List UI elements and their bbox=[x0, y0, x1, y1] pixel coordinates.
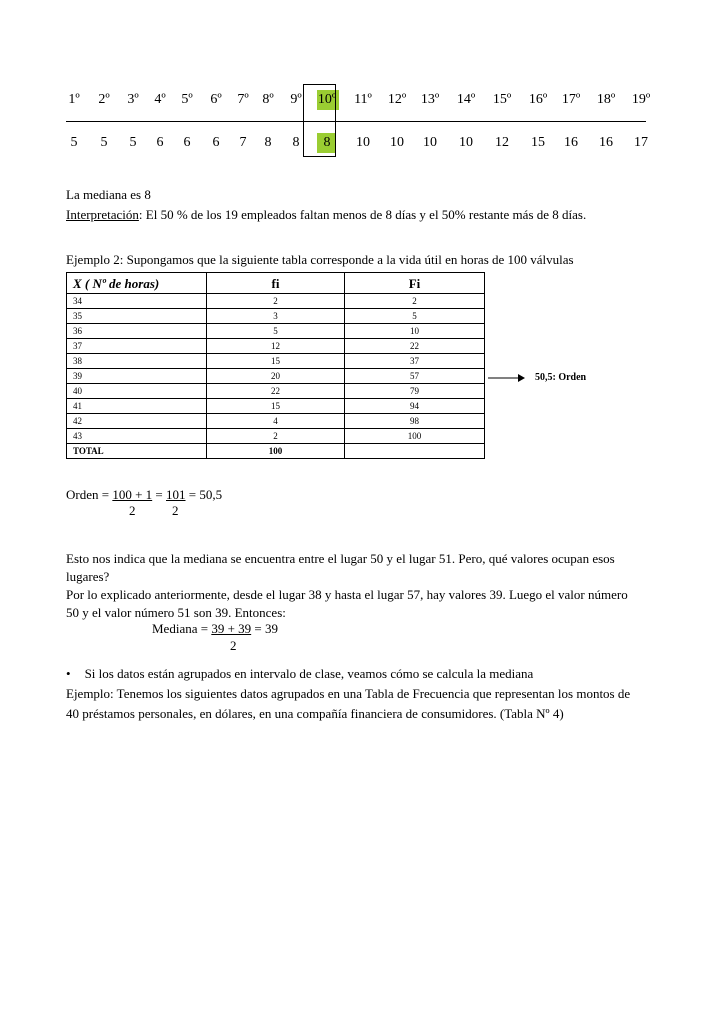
position-value: 8 bbox=[323, 135, 331, 150]
example-3-line-1: Ejemplo: Tenemos los siguientes datos agrupados en una Tabla de Frecuencia que representan los montos de bbox=[66, 686, 631, 701]
table-body bbox=[67, 294, 485, 444]
row-Fi: 79 bbox=[345, 384, 485, 399]
position-label: 10º bbox=[317, 92, 337, 107]
mediana-formula: Mediana = 39 + 39 = 39 bbox=[152, 621, 278, 636]
row-x: 39 bbox=[67, 369, 207, 384]
total-label: TOTAL bbox=[67, 444, 207, 459]
table-header-row bbox=[67, 273, 485, 294]
position-label: 2º bbox=[98, 92, 110, 107]
row-fi: 3 bbox=[207, 309, 345, 324]
table-row bbox=[67, 384, 485, 399]
row-fi: 2 bbox=[207, 294, 345, 309]
total-empty bbox=[345, 444, 485, 459]
position-value: 5 bbox=[129, 135, 137, 150]
row-fi: 2 bbox=[207, 429, 345, 444]
orden-num2: 101 bbox=[166, 487, 186, 502]
hours-frequency-table bbox=[66, 272, 485, 459]
position-label: 12º bbox=[387, 92, 407, 107]
orden-den1: 2 bbox=[129, 503, 136, 518]
row-Fi: 100 bbox=[345, 429, 485, 444]
median-box-top bbox=[303, 84, 336, 85]
position-label: 15º bbox=[492, 92, 512, 107]
col-Fi-header: Fi bbox=[345, 273, 485, 294]
explanation-line-3: Por lo explicado anteriormente, desde el lugar 38 y hasta el lugar 57, hay valores 39. Luego el valor número bbox=[66, 587, 628, 602]
col-fi-header: fi bbox=[207, 273, 345, 294]
row-x: 40 bbox=[67, 384, 207, 399]
position-value: 10 bbox=[423, 135, 437, 150]
row-fi: 15 bbox=[207, 354, 345, 369]
position-value: 12 bbox=[495, 135, 509, 150]
row-Fi: 10 bbox=[345, 324, 485, 339]
arrow-icon bbox=[488, 372, 526, 384]
position-label: 3º bbox=[127, 92, 139, 107]
position-label: 6º bbox=[210, 92, 222, 107]
position-value: 5 bbox=[100, 135, 108, 150]
position-label: 14º bbox=[456, 92, 476, 107]
table-row bbox=[67, 354, 485, 369]
median-statement: La mediana es 8 bbox=[66, 187, 151, 202]
position-value: 15 bbox=[531, 135, 545, 150]
row-x: 35 bbox=[67, 309, 207, 324]
row-Fi: 22 bbox=[345, 339, 485, 354]
row-Fi: 37 bbox=[345, 354, 485, 369]
row-x: 42 bbox=[67, 414, 207, 429]
position-label: 17º bbox=[561, 92, 581, 107]
position-value: 6 bbox=[183, 135, 191, 150]
position-label: 11º bbox=[354, 92, 372, 107]
interpretation-text: : El 50 % de los 19 empleados faltan menos de 8 días y el 50% restante más de 8 días. bbox=[138, 207, 587, 222]
row-x: 43 bbox=[67, 429, 207, 444]
row-fi: 22 bbox=[207, 384, 345, 399]
position-value: 7 bbox=[239, 135, 247, 150]
position-label: 18º bbox=[596, 92, 616, 107]
mediana-num: 39 + 39 bbox=[211, 621, 252, 636]
position-value: 10 bbox=[356, 135, 370, 150]
row-fi: 15 bbox=[207, 399, 345, 414]
table-row bbox=[67, 309, 485, 324]
table-row bbox=[67, 399, 485, 414]
arrow-label: 50,5: Orden bbox=[535, 372, 587, 383]
row-Fi: 57 bbox=[345, 369, 485, 384]
bullet-item bbox=[66, 664, 533, 684]
bullet-text: Si los datos están agrupados en intervalo de clase, veamos cómo se calcula la mediana bbox=[84, 666, 534, 681]
position-label: 19º bbox=[631, 92, 651, 107]
explanation-line-1: Esto nos indica que la mediana se encuentra entre el lugar 50 y el lugar 51. Pero, qué valores ocupan esos bbox=[66, 551, 615, 566]
table-row bbox=[67, 429, 485, 444]
mediana-den: 2 bbox=[230, 638, 237, 653]
position-value: 8 bbox=[292, 135, 300, 150]
row-fi: 5 bbox=[207, 324, 345, 339]
explanation-line-2: lugares? bbox=[66, 569, 110, 584]
row-x: 38 bbox=[67, 354, 207, 369]
position-label: 7º bbox=[237, 92, 249, 107]
position-label: 5º bbox=[181, 92, 193, 107]
row-fi: 20 bbox=[207, 369, 345, 384]
row-x: 41 bbox=[67, 399, 207, 414]
position-label: 1º bbox=[68, 92, 80, 107]
row-Fi: 94 bbox=[345, 399, 485, 414]
example-3-line-2: 40 préstamos personales, en dólares, en una compañía financiera de consumidores. (Tabla Nº 4) bbox=[66, 706, 564, 721]
position-value: 10 bbox=[459, 135, 473, 150]
value-row bbox=[0, 133, 728, 153]
total-value: 100 bbox=[207, 444, 345, 459]
row-fi: 12 bbox=[207, 339, 345, 354]
orden-num1: 100 + 1 bbox=[112, 487, 153, 502]
position-label: 16º bbox=[528, 92, 548, 107]
row-x: 37 bbox=[67, 339, 207, 354]
position-value: 8 bbox=[264, 135, 272, 150]
position-value: 16 bbox=[599, 135, 613, 150]
position-value: 6 bbox=[156, 135, 164, 150]
row-Fi: 5 bbox=[345, 309, 485, 324]
row-fi: 4 bbox=[207, 414, 345, 429]
position-value: 6 bbox=[212, 135, 220, 150]
interpretation bbox=[66, 205, 586, 225]
position-value: 5 bbox=[70, 135, 78, 150]
median-box-bottom bbox=[303, 156, 336, 157]
position-value: 10 bbox=[390, 135, 404, 150]
row-Fi: 2 bbox=[345, 294, 485, 309]
position-label: 4º bbox=[154, 92, 166, 107]
table-total-row bbox=[67, 444, 485, 459]
position-label: 13º bbox=[420, 92, 440, 107]
table-row bbox=[67, 369, 485, 384]
position-row bbox=[0, 90, 728, 110]
position-label: 8º bbox=[262, 92, 274, 107]
orden-formula: Orden = 100 + 1 = 101 = 50,5 bbox=[66, 487, 223, 502]
explanation-line-4: 50 y el valor número 51 son 39. Entonces: bbox=[66, 605, 286, 620]
col-x-header: X ( Nº de horas) bbox=[67, 273, 207, 294]
position-divider bbox=[66, 121, 646, 122]
table-row bbox=[67, 414, 485, 429]
example-2-intro: Ejemplo 2: Supongamos que la siguiente tabla corresponde a la vida útil en horas de 100 válvulas bbox=[66, 252, 574, 267]
interpretation-label: Interpretación bbox=[66, 207, 139, 222]
position-value: 16 bbox=[564, 135, 578, 150]
row-x: 34 bbox=[67, 294, 207, 309]
position-value: 17 bbox=[634, 135, 648, 150]
orden-den2: 2 bbox=[172, 503, 179, 518]
row-Fi: 98 bbox=[345, 414, 485, 429]
bullet-icon: • bbox=[66, 666, 71, 681]
row-x: 36 bbox=[67, 324, 207, 339]
position-label: 9º bbox=[290, 92, 302, 107]
table-row bbox=[67, 324, 485, 339]
table-row bbox=[67, 294, 485, 309]
table-row bbox=[67, 339, 485, 354]
